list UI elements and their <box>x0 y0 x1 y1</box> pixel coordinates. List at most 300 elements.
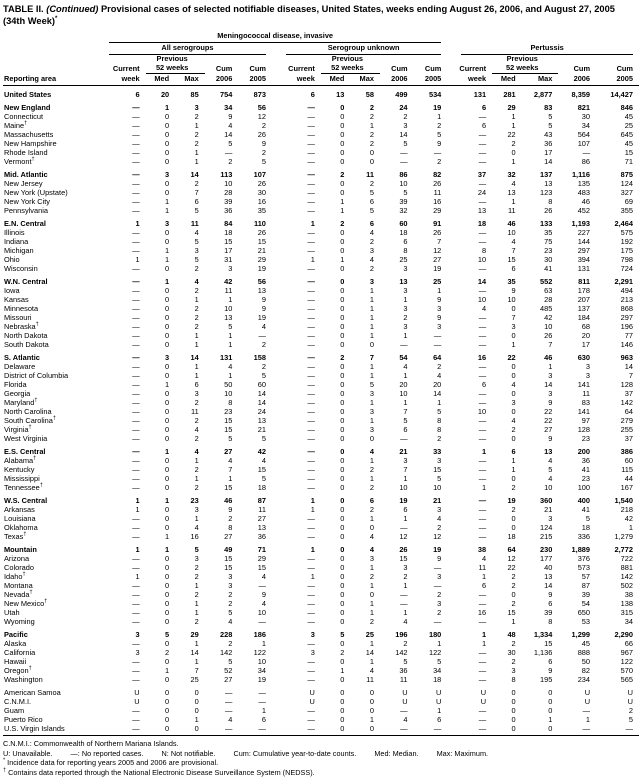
value-cell: 0 <box>340 639 345 648</box>
value-cell: 3 <box>437 572 442 581</box>
value-cell: 1 <box>135 255 140 264</box>
value-cell: 184 <box>577 313 591 322</box>
value-cell: — <box>478 157 487 166</box>
value-cell: 846 <box>620 103 633 112</box>
value-cell: 0 <box>340 706 345 715</box>
reporting-area-cell: Colorado <box>4 563 34 572</box>
value-cell: 0 <box>165 371 170 380</box>
value-cell: 811 <box>578 277 591 286</box>
value-cell: 113 <box>220 170 233 179</box>
value-cell: 38 <box>477 545 487 554</box>
value-cell: 3 <box>165 170 170 179</box>
value-cell: 0 <box>340 675 345 684</box>
value-cell: 66 <box>624 639 633 648</box>
table-row <box>3 371 639 380</box>
value-cell: 15 <box>257 237 266 246</box>
value-cell: — <box>132 465 140 474</box>
value-cell: 13 <box>544 447 553 456</box>
value-cell: 534 <box>428 90 442 99</box>
value-cell: 8 <box>403 246 408 255</box>
value-cell: 0 <box>369 590 374 599</box>
max-label: Max <box>175 74 205 86</box>
value-cell: 131 <box>219 353 233 362</box>
value-cell: 0 <box>165 398 170 407</box>
value-cell: 2 <box>194 264 199 273</box>
value-cell: 2 <box>511 139 516 148</box>
value-cell: 645 <box>620 130 633 139</box>
value-cell: — <box>478 465 487 474</box>
value-cell: 87 <box>581 581 591 590</box>
value-cell: — <box>307 657 315 666</box>
value-cell: 2 <box>437 157 442 166</box>
value-cell: 27 <box>433 255 442 264</box>
value-cell: 2 <box>194 139 199 148</box>
value-cell: 0 <box>340 286 345 295</box>
value-cell: 2 <box>194 398 199 407</box>
value-cell: 77 <box>624 331 633 340</box>
value-cell: 1 <box>165 197 170 206</box>
value-cell: — <box>132 362 140 371</box>
reporting-area-cell: Louisiana <box>4 514 36 523</box>
value-cell: — <box>307 130 315 139</box>
value-cell: 821 <box>577 103 591 112</box>
footnote-dagger <box>3 768 638 777</box>
value-cell: — <box>478 340 487 349</box>
value-cell: 0 <box>165 362 170 371</box>
value-cell: 14 <box>399 130 408 139</box>
value-cell: 1 <box>482 639 487 648</box>
value-cell: — <box>132 447 140 456</box>
value-cell: 2 <box>261 148 266 157</box>
value-cell: 5 <box>228 139 233 148</box>
continued-label: (Continued) <box>46 4 99 14</box>
value-cell: 5 <box>228 608 233 617</box>
value-cell: 10 <box>224 304 233 313</box>
value-cell: 35 <box>544 228 553 237</box>
value-cell: 2 <box>261 362 266 371</box>
table-row <box>3 322 639 331</box>
value-cell: 0 <box>511 362 516 371</box>
value-cell: 1 <box>369 657 374 666</box>
reporting-area-cell: Oklahoma <box>4 523 38 532</box>
abbreviation-definition: —: No reported cases. <box>70 748 144 758</box>
value-cell: 1 <box>340 197 345 206</box>
value-cell: 1 <box>369 715 374 724</box>
value-cell: 230 <box>540 545 553 554</box>
value-cell: 23 <box>224 407 233 416</box>
value-cell: 17 <box>581 340 591 349</box>
value-cell: — <box>307 380 315 389</box>
value-cell: 2 <box>194 465 199 474</box>
value-cell: 0 <box>340 483 345 492</box>
value-cell: 875 <box>620 170 633 179</box>
med-label: Med <box>321 74 351 86</box>
value-cell: 13 <box>507 188 516 197</box>
value-cell: — <box>132 639 140 648</box>
value-cell: 4 <box>194 277 199 286</box>
value-cell: 22 <box>544 416 553 425</box>
value-cell: 0 <box>165 572 170 581</box>
value-cell: 0 <box>165 112 170 121</box>
value-cell: 0 <box>340 523 345 532</box>
value-cell: 0 <box>340 456 345 465</box>
value-cell: 19 <box>399 496 408 505</box>
value-cell: 34 <box>581 121 591 130</box>
value-cell: 2 <box>437 608 442 617</box>
value-cell: 355 <box>620 206 633 215</box>
value-cell: 0 <box>165 139 170 148</box>
dagger-text: Contains data reported through the National Electronic Disease Surveillance System (NEDSS). <box>8 767 315 777</box>
value-cell: — <box>132 353 140 362</box>
value-cell: 1 <box>585 715 591 724</box>
value-cell: 21 <box>433 496 442 505</box>
value-cell: 22 <box>544 407 553 416</box>
value-cell: 0 <box>165 331 170 340</box>
reporting-area-cell: Vermont† <box>4 156 35 166</box>
value-cell: 5 <box>228 322 233 331</box>
value-cell: 2 <box>194 286 199 295</box>
value-cell: 2,464 <box>614 219 633 228</box>
table-row <box>3 206 639 215</box>
value-cell: — <box>478 715 487 724</box>
table-row <box>3 514 639 523</box>
value-cell: 20 <box>433 380 442 389</box>
value-cell: 196 <box>395 630 408 639</box>
value-cell: 4 <box>261 322 266 331</box>
value-cell: 2 <box>228 514 233 523</box>
value-cell: 1 <box>403 608 408 617</box>
value-cell: 9 <box>228 505 233 514</box>
value-cell: 6 <box>511 447 516 456</box>
title-text: Provisional cases of selected notifiable diseases, United States, weeks ending August 26, 2006, and August 27, 2005 (34th Week) <box>3 4 615 26</box>
value-cell: 4 <box>228 121 233 130</box>
value-cell: — <box>307 206 315 215</box>
value-cell: 1,193 <box>571 219 591 228</box>
value-cell: 0 <box>340 112 345 121</box>
value-cell: 0 <box>340 599 345 608</box>
value-cell: 27 <box>257 514 266 523</box>
value-cell: — <box>307 246 315 255</box>
value-cell: 3 <box>369 425 374 434</box>
value-cell: 565 <box>620 675 633 684</box>
value-cell: 64 <box>433 353 442 362</box>
value-cell: 394 <box>577 255 591 264</box>
value-cell: 2 <box>511 572 516 581</box>
value-cell: — <box>478 675 487 684</box>
value-cell: 39 <box>224 197 233 206</box>
value-cell: 1 <box>135 496 140 505</box>
year-2006-label: 2006 <box>205 74 239 86</box>
value-cell: 0 <box>511 304 516 313</box>
value-cell: 6 <box>369 197 374 206</box>
value-cell: 0 <box>340 554 345 563</box>
value-cell: 0 <box>165 121 170 130</box>
value-cell: 0 <box>369 340 374 349</box>
value-cell: 34 <box>433 666 442 675</box>
value-cell: 336 <box>577 532 591 541</box>
reporting-area-cell: Washington <box>4 675 43 684</box>
value-cell: 2 <box>369 179 374 188</box>
serogroup-unknown-header: Serogroup unknown <box>272 43 447 55</box>
value-cell: 0 <box>340 179 345 188</box>
value-cell: 5 <box>403 657 408 666</box>
value-cell: 26 <box>257 228 266 237</box>
value-cell: 0 <box>511 407 516 416</box>
value-cell: 100 <box>577 483 591 492</box>
value-cell: — <box>478 590 487 599</box>
value-cell: — <box>478 228 487 237</box>
value-cell: — <box>307 322 315 331</box>
value-cell: 23 <box>544 246 553 255</box>
value-cell: — <box>132 425 140 434</box>
table-row <box>3 492 639 505</box>
value-cell: 37 <box>624 389 633 398</box>
value-cell: 0 <box>511 706 516 715</box>
value-cell: 11 <box>366 170 374 179</box>
value-cell: 11 <box>508 206 516 215</box>
reporting-area-cell: Connecticut <box>4 112 44 121</box>
value-cell: 1 <box>511 340 516 349</box>
value-cell: 1 <box>261 706 266 715</box>
value-cell: 0 <box>165 228 170 237</box>
value-cell: 1 <box>135 219 140 228</box>
table-row <box>3 286 639 295</box>
table-row <box>3 443 639 456</box>
value-cell: 0 <box>165 505 170 514</box>
value-cell: 0 <box>340 103 345 112</box>
value-cell: 0 <box>369 148 374 157</box>
value-cell: 3 <box>437 599 442 608</box>
value-cell: 97 <box>581 416 591 425</box>
value-cell: — <box>132 514 140 523</box>
reporting-area-cell: E.N. Central <box>4 219 46 228</box>
value-cell: — <box>258 581 266 590</box>
value-cell: 10 <box>257 657 266 666</box>
value-cell: 868 <box>620 304 633 313</box>
value-cell: 228 <box>219 630 233 639</box>
value-cell: 0 <box>165 416 170 425</box>
year-2005-label: 2005 <box>238 74 272 86</box>
value-cell: — <box>132 170 140 179</box>
value-cell: 2 <box>369 572 374 581</box>
value-cell: 315 <box>620 608 633 617</box>
value-cell: 1 <box>194 514 199 523</box>
value-cell: 1,136 <box>533 648 553 657</box>
value-cell: 9 <box>437 139 442 148</box>
value-cell: 4 <box>511 179 516 188</box>
table-row <box>3 617 639 626</box>
value-cell: 1 <box>261 639 266 648</box>
value-cell: 1 <box>165 447 170 456</box>
value-cell: 4 <box>548 474 553 483</box>
value-cell: — <box>307 514 315 523</box>
value-cell: U <box>435 697 442 706</box>
value-cell: 28 <box>544 295 553 304</box>
value-cell: 6 <box>135 90 140 99</box>
abbreviation-definition: N: Not notifiable. <box>161 748 216 758</box>
value-cell: 13 <box>399 277 408 286</box>
value-cell: — <box>132 554 140 563</box>
value-cell: 14 <box>433 389 442 398</box>
value-cell: 33 <box>433 447 442 456</box>
value-cell: 1 <box>165 206 170 215</box>
table-row <box>3 599 639 608</box>
value-cell: 1 <box>369 599 374 608</box>
max-label: Max <box>522 74 559 86</box>
value-cell: 0 <box>194 688 199 697</box>
value-cell: 4 <box>194 447 199 456</box>
value-cell: 9 <box>228 112 233 121</box>
value-cell: 58 <box>365 90 374 99</box>
value-cell: U <box>134 697 140 706</box>
value-cell: 1 <box>369 322 374 331</box>
value-cell: 22 <box>507 563 516 572</box>
table-row <box>3 666 639 675</box>
value-cell: 9 <box>261 304 266 313</box>
value-cell: 29 <box>257 255 266 264</box>
value-cell: 7 <box>403 465 408 474</box>
value-cell: 6 <box>369 219 374 228</box>
value-cell: 175 <box>620 246 633 255</box>
value-cell: 2 <box>194 434 199 443</box>
value-cell: 56 <box>257 277 266 286</box>
value-cell: 14 <box>190 353 199 362</box>
value-cell: 7 <box>228 465 233 474</box>
reporting-area-cell: Ohio <box>4 255 20 264</box>
value-cell: 0 <box>340 465 345 474</box>
value-cell: U <box>402 697 408 706</box>
reporting-area-cell: Tennessee† <box>4 482 43 492</box>
value-cell: 0 <box>548 688 553 697</box>
value-cell: 5 <box>340 630 345 639</box>
value-cell: 0 <box>511 590 516 599</box>
value-cell: — <box>478 532 487 541</box>
value-cell: 0 <box>340 148 345 157</box>
value-cell: 2 <box>403 313 408 322</box>
table-row <box>3 523 639 532</box>
value-cell: — <box>132 617 140 626</box>
value-cell: 4 <box>194 228 199 237</box>
value-cell: 0 <box>340 264 345 273</box>
value-cell: 9 <box>261 295 266 304</box>
value-cell: 0 <box>340 380 345 389</box>
value-cell: 483 <box>577 188 591 197</box>
value-cell: 0 <box>340 228 345 237</box>
value-cell: 8 <box>548 197 553 206</box>
reporting-area-cell: Georgia <box>4 389 31 398</box>
value-cell: — <box>132 581 140 590</box>
value-cell: 25 <box>624 121 633 130</box>
value-cell: 4 <box>228 617 233 626</box>
value-cell: 1 <box>369 313 374 322</box>
value-cell: 2 <box>228 157 233 166</box>
value-cell: 87 <box>257 496 266 505</box>
dagger-marker: † <box>3 767 7 774</box>
value-cell: 2 <box>369 264 374 273</box>
value-cell: 16 <box>477 353 487 362</box>
value-cell: U <box>627 697 633 706</box>
value-cell: 6 <box>437 715 442 724</box>
value-cell: 1 <box>194 456 199 465</box>
value-cell: 41 <box>581 505 591 514</box>
value-cell: 5 <box>369 188 374 197</box>
value-cell: — <box>478 523 487 532</box>
value-cell: 3 <box>437 322 442 331</box>
value-cell: 1 <box>482 630 487 639</box>
value-cell: — <box>307 304 315 313</box>
value-cell: 60 <box>399 219 408 228</box>
dagger-marker: † <box>28 424 32 431</box>
value-cell: 18 <box>507 532 516 541</box>
value-cell: 26 <box>257 179 266 188</box>
table-row <box>3 228 639 237</box>
value-cell: 0 <box>340 322 345 331</box>
value-cell: 14 <box>190 648 199 657</box>
value-cell: — <box>258 688 266 697</box>
value-cell: 10 <box>477 407 487 416</box>
value-cell: 0 <box>165 474 170 483</box>
value-cell: 6 <box>261 715 266 724</box>
value-cell: 0 <box>165 715 170 724</box>
abbreviation-definition: U: Unavailable. <box>3 748 53 758</box>
value-cell: 57 <box>581 572 591 581</box>
value-cell: 35 <box>257 206 266 215</box>
value-cell: 6 <box>548 599 553 608</box>
value-cell: 44 <box>624 474 633 483</box>
value-cell: — <box>307 264 315 273</box>
value-cell: 142 <box>395 648 408 657</box>
value-cell: 1 <box>369 331 374 340</box>
value-cell: 1,299 <box>571 630 591 639</box>
value-cell: — <box>109 724 146 736</box>
value-cell: 1,334 <box>533 630 553 639</box>
value-cell: U <box>480 697 487 706</box>
value-cell: 2 <box>369 505 374 514</box>
table-row <box>3 416 639 425</box>
table-row <box>3 657 639 666</box>
value-cell: 3 <box>437 456 442 465</box>
value-cell: — <box>400 434 408 443</box>
value-cell: 2 <box>511 599 516 608</box>
value-cell: 3 <box>228 572 233 581</box>
reporting-area-cell: Maine† <box>4 120 28 130</box>
value-cell: 36 <box>399 666 408 675</box>
value-cell: — <box>132 103 140 112</box>
value-cell: 29 <box>257 554 266 563</box>
value-cell: 22 <box>507 130 516 139</box>
value-cell: 68 <box>581 322 591 331</box>
table-row <box>3 99 639 112</box>
value-cell: — <box>258 617 266 626</box>
table-row <box>3 197 639 206</box>
table-row <box>3 532 639 541</box>
value-cell: 43 <box>544 130 553 139</box>
dagger-marker: † <box>31 156 35 163</box>
value-cell: 327 <box>620 188 633 197</box>
value-cell: 5 <box>369 206 374 215</box>
value-cell: — <box>478 389 487 398</box>
value-cell: 124 <box>540 523 553 532</box>
table-row <box>3 474 639 483</box>
dagger-marker: † <box>39 482 43 489</box>
value-cell: 0 <box>146 724 176 736</box>
value-cell: 71 <box>257 545 266 554</box>
value-cell: 53 <box>581 617 591 626</box>
weeks52-label: 52 weeks <box>492 63 558 74</box>
value-cell: — <box>433 581 442 590</box>
value-cell: 0 <box>340 608 345 617</box>
value-cell: 2 <box>437 523 442 532</box>
